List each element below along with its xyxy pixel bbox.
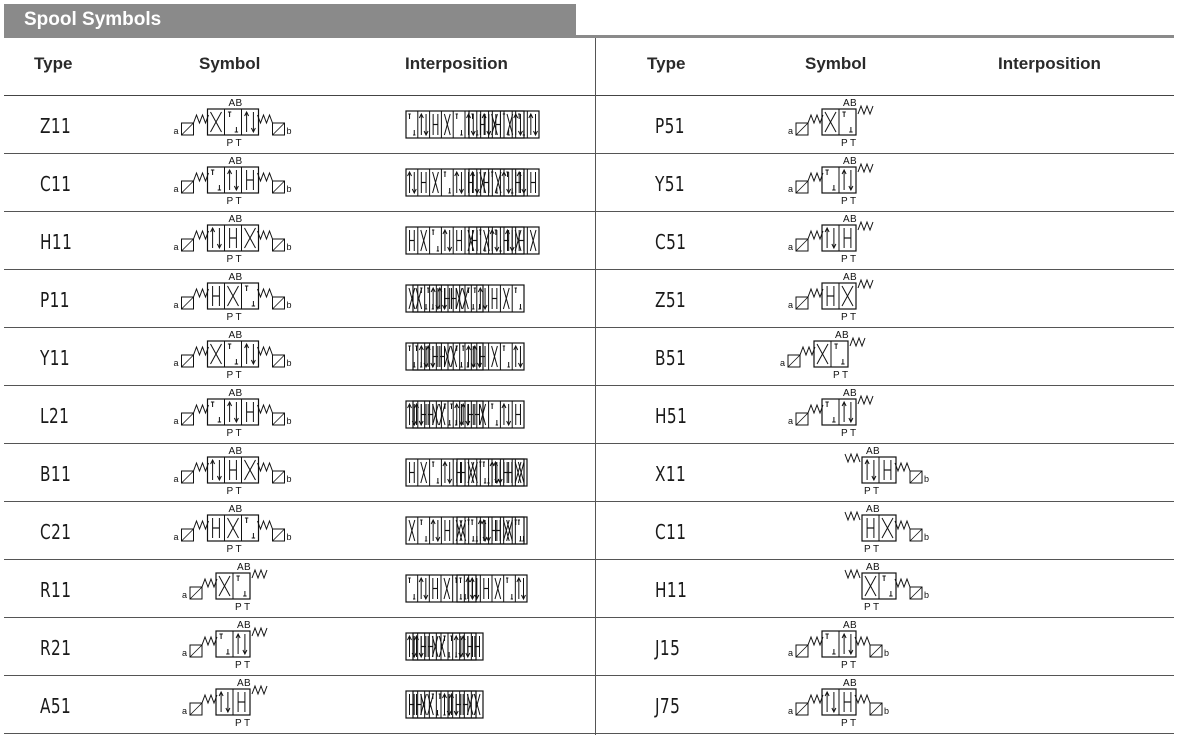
- port-label-t: T: [235, 138, 242, 149]
- spool-symbol: [804, 501, 954, 559]
- port-label-p: P: [226, 254, 234, 265]
- port-label-b: B: [850, 620, 857, 631]
- spool-type: H11: [40, 230, 73, 254]
- spool-type: B11: [40, 462, 72, 486]
- port-label-a: A: [866, 562, 873, 573]
- solenoid-label-b: b: [286, 300, 292, 310]
- port-label-b: B: [244, 678, 251, 689]
- table-row: [596, 95, 1174, 154]
- spool-type: A51: [40, 694, 72, 718]
- spool-symbol: [764, 675, 914, 733]
- port-label-a: A: [843, 156, 850, 167]
- solenoid-label-a: a: [173, 416, 179, 426]
- port-label-p: P: [841, 660, 848, 671]
- spool-symbol: [764, 95, 914, 153]
- spool-symbol: [142, 501, 324, 559]
- solenoid-label-a: a: [788, 126, 794, 136]
- solenoid-label-b: b: [884, 648, 890, 658]
- port-label-b: B: [842, 330, 849, 341]
- port-label-p: P: [841, 718, 848, 729]
- interposition-symbol: [468, 211, 542, 269]
- port-label-a: A: [228, 330, 236, 341]
- spool-symbol: [142, 211, 324, 269]
- right-table: [596, 38, 1174, 738]
- solenoid-label-a: a: [173, 358, 179, 368]
- port-label-t: T: [244, 660, 251, 671]
- interposition-symbol: [412, 617, 486, 675]
- port-label-b: B: [244, 620, 251, 631]
- interposition-symbol: [468, 95, 542, 153]
- spool-symbol: [142, 327, 324, 385]
- solenoid-label-a: a: [788, 416, 794, 426]
- solenoid-label-a: a: [173, 474, 179, 484]
- port-label-b: B: [850, 214, 857, 225]
- spool-type: J75: [655, 694, 681, 718]
- port-label-b: B: [244, 562, 251, 573]
- port-label-t: T: [235, 428, 242, 439]
- solenoid-label-b: b: [924, 532, 930, 542]
- table-row: [596, 269, 1174, 328]
- solenoid-label-a: a: [182, 706, 188, 716]
- solenoid-label-a: a: [788, 300, 794, 310]
- port-label-a: A: [228, 388, 236, 399]
- col-header-interposition: Interposition: [405, 54, 508, 73]
- interposition-symbol: [456, 559, 530, 617]
- solenoid-label-a: a: [173, 300, 179, 310]
- spool-symbol: [804, 559, 954, 617]
- spool-symbol: [142, 153, 324, 211]
- port-label-a: A: [843, 620, 850, 631]
- port-label-t: T: [235, 312, 242, 323]
- port-label-b: B: [235, 330, 243, 341]
- port-label-b: B: [850, 98, 857, 109]
- col-header-symbol: Symbol: [805, 54, 867, 73]
- port-label-p: P: [226, 486, 234, 497]
- spool-symbol: [764, 617, 914, 675]
- interposition-symbol: [412, 269, 486, 327]
- spool-type: Z11: [40, 114, 72, 138]
- spool-type: J15: [655, 636, 681, 660]
- spool-type: L21: [40, 404, 70, 428]
- port-label-p: P: [226, 196, 234, 207]
- port-label-p: P: [226, 544, 234, 555]
- port-label-a: A: [228, 156, 236, 167]
- spool-symbol: [764, 269, 914, 327]
- solenoid-label-b: b: [286, 532, 292, 542]
- port-label-a: A: [843, 214, 850, 225]
- port-label-a: A: [228, 446, 236, 457]
- spool-symbol: [764, 385, 914, 443]
- port-label-p: P: [841, 196, 848, 207]
- spool-symbol: [142, 559, 324, 617]
- solenoid-label-a: a: [173, 242, 179, 252]
- port-label-b: B: [235, 388, 243, 399]
- solenoid-label-a: a: [788, 706, 794, 716]
- port-label-p: P: [864, 486, 871, 497]
- solenoid-label-a: a: [182, 590, 188, 600]
- port-label-a: A: [866, 504, 873, 515]
- spool-type: B51: [655, 346, 687, 370]
- port-label-p: P: [226, 428, 234, 439]
- solenoid-label-a: a: [173, 126, 179, 136]
- port-label-a: A: [228, 98, 236, 109]
- left-table-header: [4, 38, 595, 96]
- port-label-b: B: [235, 272, 243, 283]
- table-row: [596, 559, 1174, 618]
- table-row: [4, 617, 595, 676]
- solenoid-label-b: b: [924, 474, 930, 484]
- table-row: [596, 617, 1174, 676]
- right-table-header: [596, 38, 1174, 96]
- port-label-t: T: [842, 370, 849, 381]
- solenoid-label-a: a: [788, 242, 794, 252]
- port-label-b: B: [850, 678, 857, 689]
- spool-type: C21: [40, 520, 72, 544]
- port-label-t: T: [873, 602, 880, 613]
- port-label-t: T: [244, 602, 251, 613]
- solenoid-label-a: a: [788, 648, 794, 658]
- interposition-symbol: [456, 443, 530, 501]
- solenoid-label-a: a: [173, 184, 179, 194]
- port-label-p: P: [841, 312, 848, 323]
- port-label-b: B: [235, 504, 243, 515]
- table-row: [4, 269, 595, 328]
- port-label-p: P: [841, 138, 848, 149]
- col-header-symbol: Symbol: [199, 54, 261, 73]
- port-label-b: B: [235, 446, 243, 457]
- table-row: [596, 153, 1174, 212]
- spool-symbol: [142, 269, 324, 327]
- port-label-b: B: [235, 156, 243, 167]
- spool-symbol: [764, 211, 914, 269]
- port-label-p: P: [226, 370, 234, 381]
- spool-type: C11: [655, 520, 687, 544]
- solenoid-label-a: a: [182, 648, 188, 658]
- port-label-t: T: [850, 254, 857, 265]
- spool-symbol: [142, 443, 324, 501]
- port-label-p: P: [226, 312, 234, 323]
- table-row: [4, 385, 595, 444]
- port-label-a: A: [843, 272, 850, 283]
- port-label-t: T: [235, 544, 242, 555]
- table-row: [4, 327, 595, 386]
- port-label-t: T: [235, 370, 242, 381]
- port-label-a: A: [835, 330, 842, 341]
- table-row: [596, 443, 1174, 502]
- spool-type: R11: [40, 578, 72, 602]
- solenoid-label-b: b: [286, 184, 292, 194]
- port-label-t: T: [850, 428, 857, 439]
- port-label-b: B: [873, 504, 880, 515]
- spool-type: P51: [655, 114, 685, 138]
- table-row: [596, 675, 1174, 734]
- interposition-symbol: [412, 385, 486, 443]
- port-label-t: T: [850, 718, 857, 729]
- table-row: [596, 327, 1174, 386]
- spool-type: C11: [40, 172, 72, 196]
- port-label-p: P: [235, 718, 242, 729]
- col-header-interposition: Interposition: [998, 54, 1101, 73]
- spool-type: P11: [40, 288, 70, 312]
- port-label-b: B: [850, 388, 857, 399]
- port-label-t: T: [244, 718, 251, 729]
- port-label-t: T: [873, 544, 880, 555]
- port-label-p: P: [864, 544, 871, 555]
- col-header-type: Type: [647, 54, 686, 73]
- section-title-tab: [4, 4, 576, 37]
- spool-symbol: [142, 385, 324, 443]
- port-label-a: A: [843, 678, 850, 689]
- port-label-b: B: [873, 446, 880, 457]
- solenoid-label-b: b: [286, 474, 292, 484]
- spool-symbol: [142, 675, 324, 733]
- interposition-symbol: [468, 153, 542, 211]
- port-label-t: T: [873, 486, 880, 497]
- interposition-symbol: [456, 501, 530, 559]
- solenoid-label-b: b: [286, 416, 292, 426]
- port-label-p: P: [833, 370, 840, 381]
- port-label-p: P: [226, 138, 234, 149]
- spool-symbol: [756, 327, 906, 385]
- port-label-t: T: [850, 138, 857, 149]
- port-label-a: A: [228, 504, 236, 515]
- port-label-p: P: [235, 602, 242, 613]
- port-label-p: P: [841, 428, 848, 439]
- spool-type: Y11: [40, 346, 71, 370]
- port-label-a: A: [237, 620, 244, 631]
- solenoid-label-a: a: [788, 184, 794, 194]
- port-label-a: A: [228, 214, 236, 225]
- port-label-a: A: [866, 446, 873, 457]
- table-row: [596, 501, 1174, 560]
- port-label-a: A: [228, 272, 236, 283]
- spool-type: X11: [655, 462, 687, 486]
- interposition-symbol: [412, 327, 486, 385]
- table-row: [4, 675, 595, 734]
- table-row: [596, 211, 1174, 270]
- section-title: Spool Symbols: [24, 9, 162, 30]
- solenoid-label-b: b: [924, 590, 930, 600]
- port-label-t: T: [235, 486, 242, 497]
- solenoid-label-a: a: [780, 358, 786, 368]
- table-row: [596, 385, 1174, 444]
- port-label-a: A: [237, 678, 244, 689]
- solenoid-label-a: a: [173, 532, 179, 542]
- port-label-t: T: [235, 254, 242, 265]
- port-label-a: A: [843, 98, 850, 109]
- port-label-b: B: [873, 562, 880, 573]
- solenoid-label-b: b: [884, 706, 890, 716]
- solenoid-label-b: b: [286, 126, 292, 136]
- col-header-type: Type: [34, 54, 73, 73]
- port-label-t: T: [850, 312, 857, 323]
- spool-type: R21: [40, 636, 72, 660]
- spool-type: C51: [655, 230, 687, 254]
- port-label-t: T: [850, 196, 857, 207]
- spool-type: H11: [655, 578, 688, 602]
- interposition-symbol: [412, 675, 486, 733]
- spool-symbol: [764, 153, 914, 211]
- port-label-p: P: [235, 660, 242, 671]
- port-label-b: B: [235, 214, 243, 225]
- port-label-a: A: [843, 388, 850, 399]
- port-label-t: T: [235, 196, 242, 207]
- port-label-b: B: [850, 272, 857, 283]
- port-label-a: A: [237, 562, 244, 573]
- spool-symbol: [804, 443, 954, 501]
- port-label-b: B: [235, 98, 243, 109]
- spool-symbol: [142, 617, 324, 675]
- port-label-p: P: [864, 602, 871, 613]
- spool-type: H51: [655, 404, 688, 428]
- spool-type: Z51: [655, 288, 687, 312]
- spool-type: Y51: [655, 172, 686, 196]
- port-label-b: B: [850, 156, 857, 167]
- port-label-p: P: [841, 254, 848, 265]
- solenoid-label-b: b: [286, 358, 292, 368]
- port-label-t: T: [850, 660, 857, 671]
- solenoid-label-b: b: [286, 242, 292, 252]
- spool-symbol: [142, 95, 324, 153]
